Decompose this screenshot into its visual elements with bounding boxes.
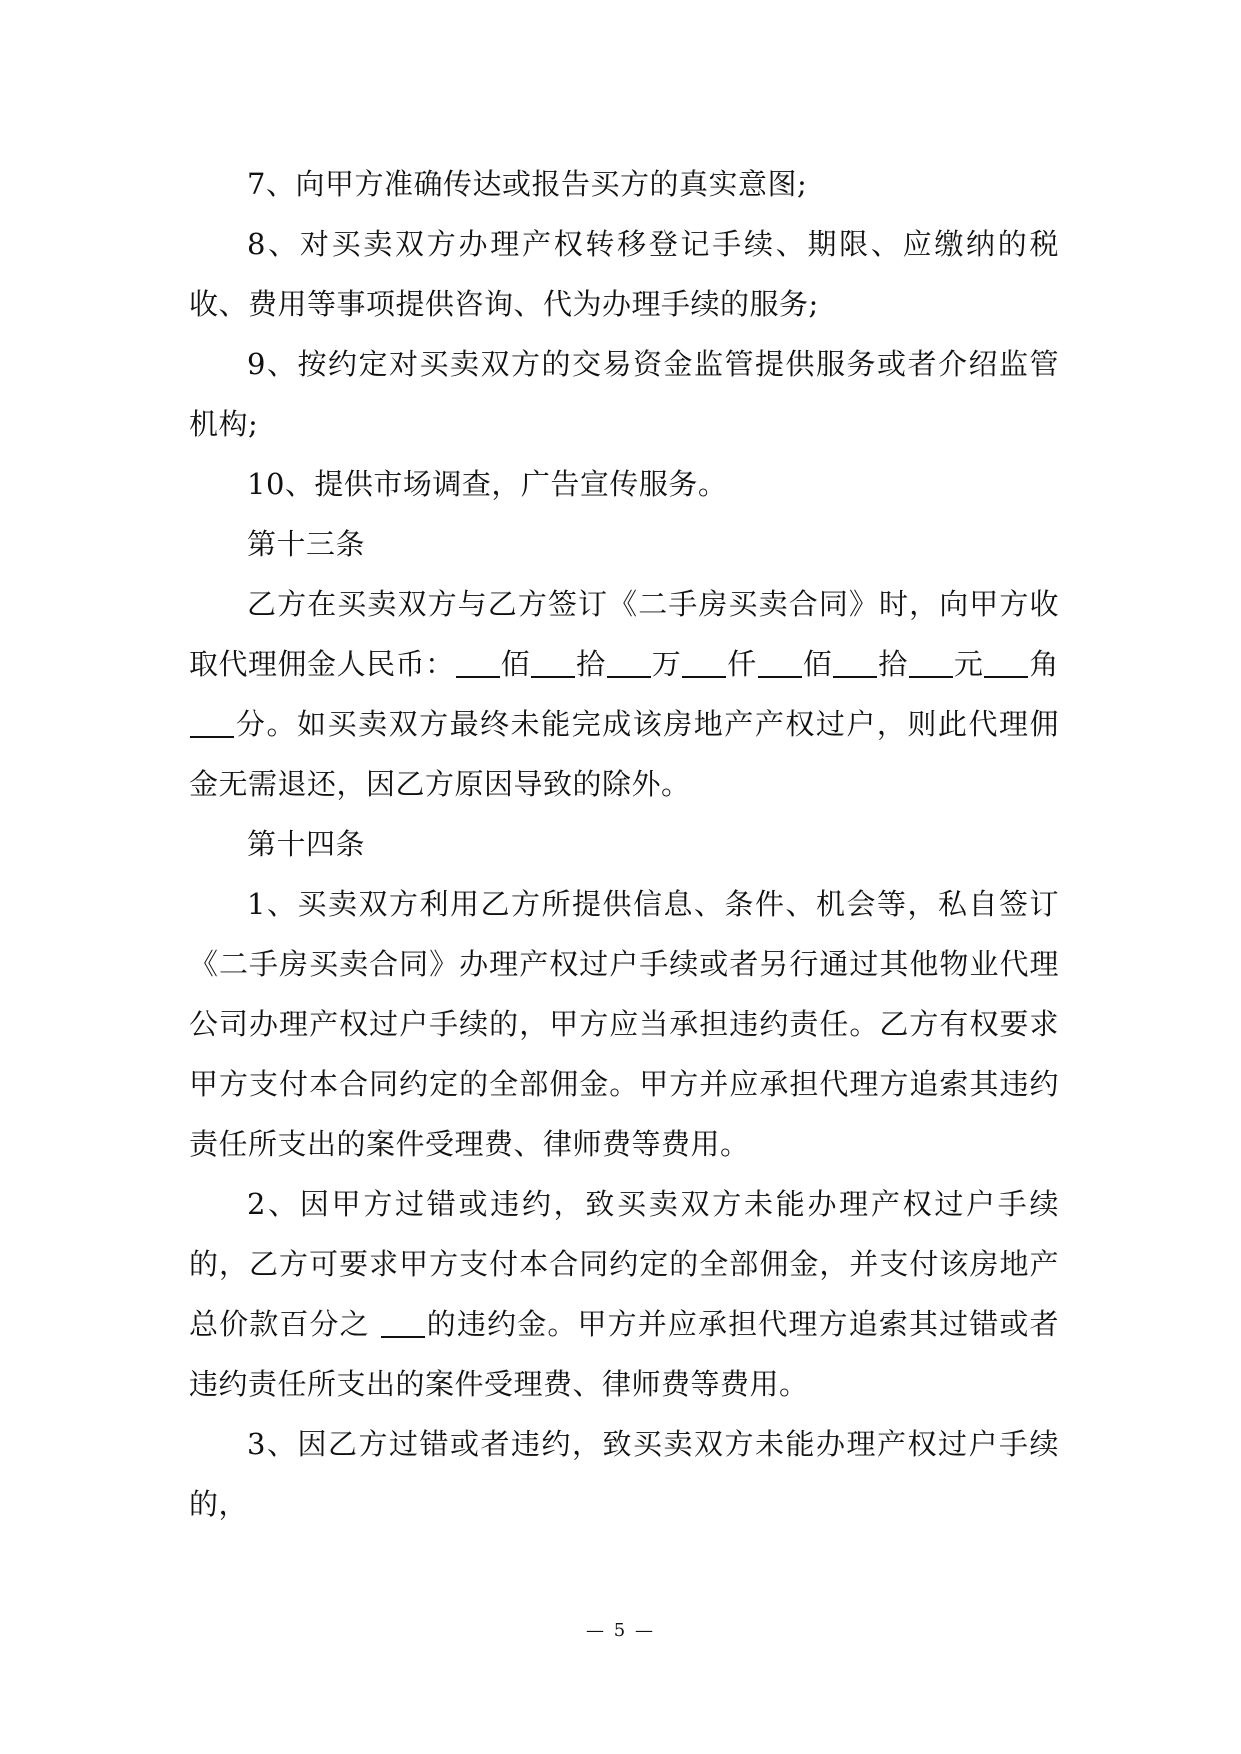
blank-field [531,648,575,678]
article-14-heading: 第十四条 [247,827,366,861]
document-body [189,154,1059,1534]
page-number: — 5 — [586,1620,655,1641]
clause-2-part-a: 2、因甲方过错或违约，致买卖双方未能办理产权过户手续的，乙方可要求甲方支付本合同约定的全部佣金，并支付该房地产总价款百分之 [189,1187,1059,1341]
clause-2-part-b: 的违约金。甲方并应承担代理方追索其过错或者违约责任所支出的案件受理费、律师费等费用。 [189,1307,1059,1401]
unit-label: 角 [1029,647,1059,681]
unit-label: 拾 [878,647,908,681]
commission-tail: 分。如买卖双方最终未能完成该房地产产权过户，则此代理佣金无需退还，因乙方原因导致的除外。 [189,707,1059,801]
unit-label: 拾 [576,647,606,681]
commission-intro: 乙方在买卖双方与乙方签订《二手房买卖合同》时，向甲方收取代理佣金人民币： [189,587,1059,681]
paragraph-item-8: 8、对买卖双方办理产权转移登记手续、期限、应缴纳的税收、费用等事项提供咨询、代为办理手续的服务; [189,227,1059,321]
unit-label: 仟 [727,647,757,681]
unit-label: 万 [651,647,682,681]
paragraph-item-7: 7、向甲方准确传达或报告买方的真实意图; [247,167,808,201]
blank-field [456,648,500,678]
blank-field [381,1308,425,1338]
article-13-heading: 第十三条 [247,527,366,561]
blank-field [607,648,651,678]
blank-field [682,648,726,678]
unit-label: 佰 [802,647,833,681]
blank-field [909,648,953,678]
unit-label: 元 [953,647,984,681]
blank-field [984,648,1028,678]
blank-field [190,708,234,738]
paragraph-item-9: 9、按约定对买卖双方的交易资金监管提供服务或者介绍监管机构; [189,347,1059,441]
unit-label: 佰 [500,647,531,681]
blank-field [833,648,877,678]
article-14-clause-3: 3、因乙方过错或者违约，致买卖双方未能办理产权过户手续的， [189,1427,1059,1521]
article-14-clause-2 [189,1174,1059,1414]
paragraph-item-10: 10、提供市场调查，广告宣传服务。 [247,467,728,501]
commission-paragraph [189,574,1059,814]
blank-field [758,648,802,678]
article-14-clause-1: 1、买卖双方利用乙方所提供信息、条件、机会等，私自签订《二手房买卖合同》办理产权过户手续或者另行通过其他物业代理公司办理产权过户手续的，甲方应当承担违约责任。乙方有权要求甲方支付本合同约定的全部佣金。甲方并应承担代理方追索其违约责任所支出的案件受理费、律师费等费用。 [189,887,1059,1161]
